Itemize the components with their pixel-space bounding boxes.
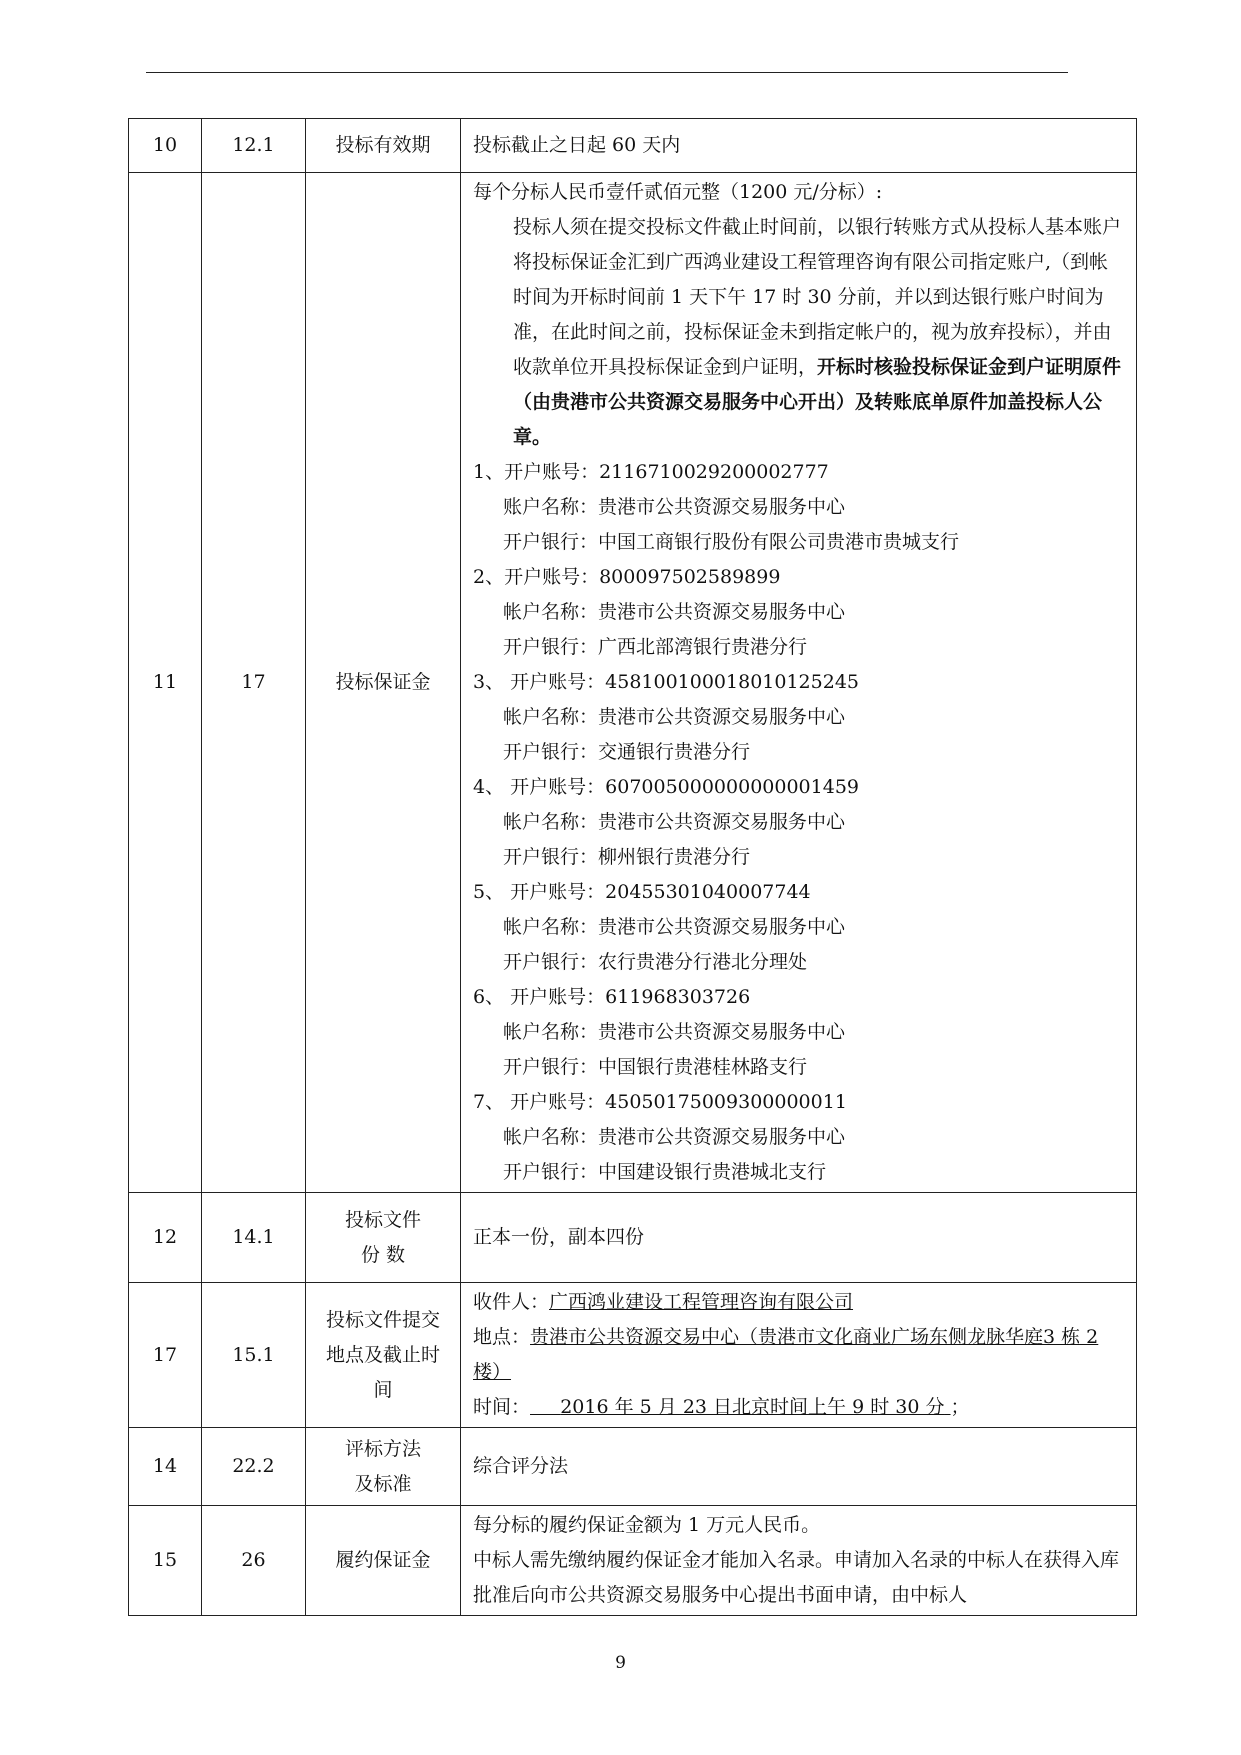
recipient-line: 收件人：广西鸿业建设工程管理咨询有限公司 <box>473 1291 854 1313</box>
account-name-line: 帐户名称：贵港市公共资源交易服务中心 <box>503 1021 846 1043</box>
account-bank-line: 开户银行：中国银行贵港桂林路支行 <box>503 1056 808 1078</box>
performance-bond-line1: 每分标的履约保证金额为 1 万元人民币。 <box>473 1514 821 1536</box>
table-row <box>129 173 1137 1193</box>
row-number: 12 <box>129 1193 202 1283</box>
item-name: 投标文件提交 地点及截止时 间 <box>306 1283 461 1428</box>
item-name: 投标保证金 <box>306 173 461 1193</box>
item-name: 评标方法 及标准 <box>306 1428 461 1506</box>
item-content: 综合评分法 <box>461 1428 1137 1506</box>
deposit-body-bold: 开标时核验投标保证金到户证明原件（由贵港市公共资源交易服务中心开出）及转账底单原件加盖投标人公章。 <box>513 356 1122 448</box>
account-number-line: 1、开户账号：2116710029200002777 <box>473 461 829 483</box>
account-number-line: 4、 开户账号：607005000000000001459 <box>473 776 859 798</box>
item-name: 履约保证金 <box>306 1506 461 1616</box>
deposit-body <box>473 210 1126 455</box>
account-bank-line: 开户银行：交通银行贵港分行 <box>503 741 751 763</box>
item-name: 投标文件 份 数 <box>306 1193 461 1283</box>
row-number: 11 <box>129 173 202 1193</box>
row-number: 14 <box>129 1428 202 1506</box>
table-row <box>129 1506 1137 1616</box>
table-row <box>129 119 1137 173</box>
clause-number: 12.1 <box>202 119 306 173</box>
account-name-line: 帐户名称：贵港市公共资源交易服务中心 <box>503 1126 846 1148</box>
clause-number: 15.1 <box>202 1283 306 1428</box>
header-rule <box>146 72 1068 73</box>
account-name-line: 帐户名称：贵港市公共资源交易服务中心 <box>503 916 846 938</box>
item-name: 投标有效期 <box>306 119 461 173</box>
account-name-line: 账户名称：贵港市公共资源交易服务中心 <box>503 496 846 518</box>
clause-number: 26 <box>202 1506 306 1616</box>
account-name-line: 帐户名称：贵港市公共资源交易服务中心 <box>503 811 846 833</box>
table-row <box>129 1283 1137 1428</box>
table-row <box>129 1193 1137 1283</box>
place-line: 地点：贵港市公共资源交易中心（贵港市文化商业广场东侧龙脉华庭3 栋 2 楼） <box>473 1326 1099 1383</box>
row-number: 17 <box>129 1283 202 1428</box>
account-name-line: 帐户名称：贵港市公共资源交易服务中心 <box>503 706 846 728</box>
page-number: 9 <box>615 1653 626 1673</box>
clause-number: 14.1 <box>202 1193 306 1283</box>
item-content <box>461 1506 1137 1616</box>
performance-bond-line2: 中标人需先缴纳履约保证金才能加入名录。申请加入名录的中标人在获得入库批准后向市公共资源交易服务中心提出书面申请，由中标人 <box>473 1549 1120 1606</box>
account-bank-line: 开户银行：广西北部湾银行贵港分行 <box>503 636 808 658</box>
table-row <box>129 1428 1137 1506</box>
item-content <box>461 1283 1137 1428</box>
account-number-line: 7、 开户账号：45050175009300000011 <box>473 1091 847 1113</box>
row-number: 10 <box>129 119 202 173</box>
account-number-line: 6、 开户账号：611968303726 <box>473 986 751 1008</box>
account-number-line: 5、 开户账号：20455301040007744 <box>473 881 811 903</box>
account-bank-line: 开户银行：柳州银行贵港分行 <box>503 846 751 868</box>
item-content: 投标截止之日起 60 天内 <box>461 119 1137 173</box>
account-bank-line: 开户银行：农行贵港分行港北分理处 <box>503 951 808 973</box>
account-bank-line: 开户银行：中国工商银行股份有限公司贵港市贵城支行 <box>503 531 960 553</box>
time-line: 时间： 2016 年 5 月 23 日北京时间上午 9 时 30 分 ； <box>473 1396 970 1418</box>
clause-number: 17 <box>202 173 306 1193</box>
row-number: 15 <box>129 1506 202 1616</box>
account-number-line: 2、开户账号：800097502589899 <box>473 566 781 588</box>
item-content <box>461 173 1137 1193</box>
clause-number: 22.2 <box>202 1428 306 1506</box>
account-bank-line: 开户银行：中国建设银行贵港城北支行 <box>503 1161 827 1183</box>
deposit-intro: 每个分标人民币壹仟贰佰元整（1200 元/分标）: <box>473 181 883 203</box>
account-name-line: 帐户名称：贵港市公共资源交易服务中心 <box>503 601 846 623</box>
account-number-line: 3、 开户账号：458100100018010125245 <box>473 671 859 693</box>
item-content: 正本一份，副本四份 <box>461 1193 1137 1283</box>
bidding-terms-table <box>128 118 1137 1616</box>
deposit-body-text: 投标人须在提交投标文件截止时间前，以银行转账方式从投标人基本账户将投标保证金汇到广西鸿业建设工程管理咨询有限公司指定账户,（到帐时间为开标时间前 1 天下午 17 时 30 分前，并以到达银行账户时间为准，在此时间之前，投标保证金未到指定帐户的，视为放弃投标），并由收款单位开具投标保证金到户证明， <box>513 216 1122 378</box>
